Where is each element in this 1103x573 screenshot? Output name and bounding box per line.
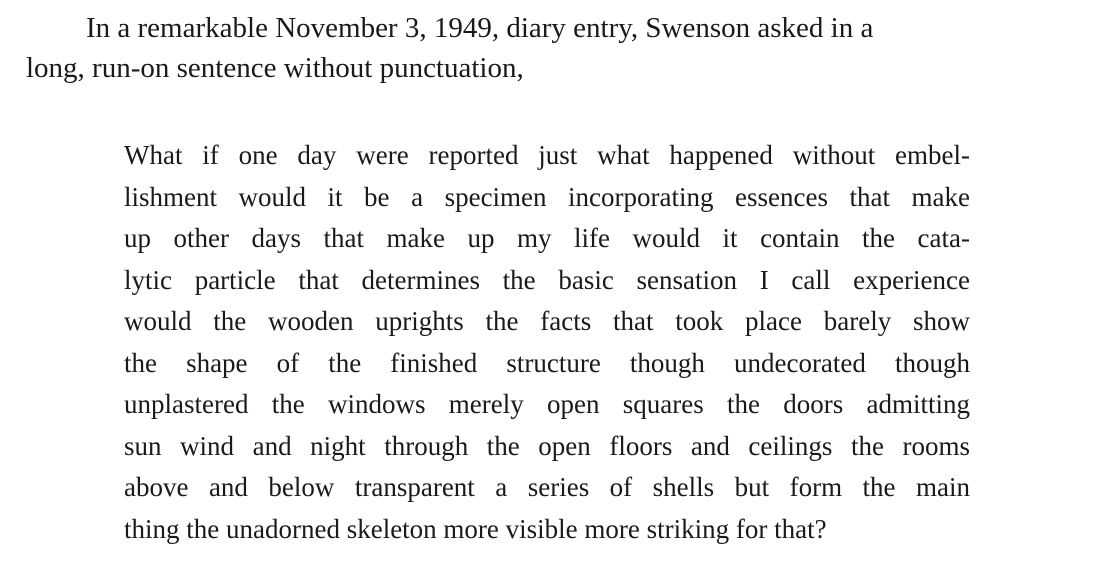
quote-line: would the wooden uprights the facts that took place barely show [124, 306, 970, 336]
quote-line: What if one day were reported just what happened without embel- [124, 140, 970, 170]
block-quote [124, 135, 970, 550]
quote-line: lytic particle that determines the basic sensation I call experience [124, 264, 970, 295]
intro-line: long, run-on sentence without punctuation, [26, 52, 524, 84]
intro-line: In a remarkable November 3, 1949, diary entry, Swenson asked in a [86, 12, 874, 44]
quote-line: thing the unadorned skeleton more visible more striking for that? [124, 513, 827, 544]
quote-line: the shape of the finished structure though undecorated though [124, 347, 970, 378]
quote-line: unplastered the windows merely open squares the doors admitting [124, 389, 970, 419]
intro-paragraph [26, 8, 1076, 88]
quote-line: lishment would it be a specimen incorporating essences that make [124, 181, 970, 212]
quote-line: up other days that make up my life would it contain the cata- [124, 223, 970, 253]
quote-line: sun wind and night through the open floors and ceilings the rooms [124, 430, 970, 461]
quote-line: above and below transparent a series of shells but form the main [124, 472, 970, 502]
